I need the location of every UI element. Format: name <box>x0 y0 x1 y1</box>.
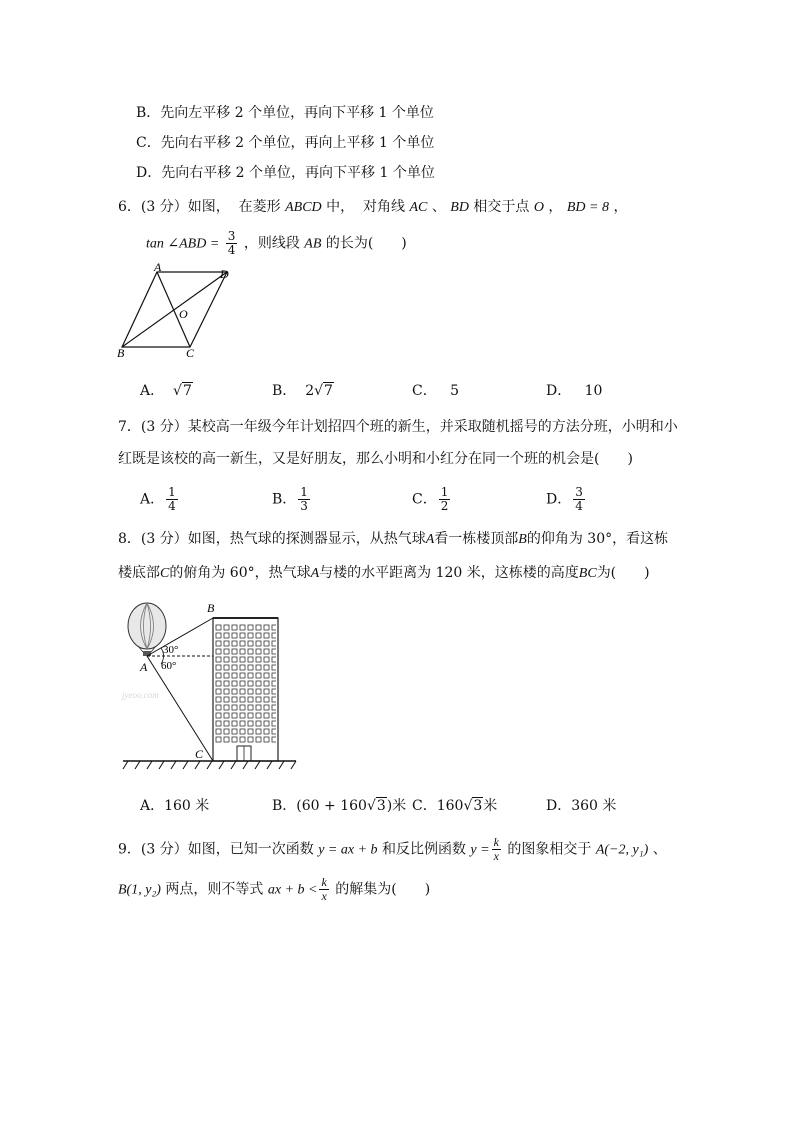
q6-stem-line2: tan ∠ABD = $\frac{3}{4}$ ，则线段 AB 的长为( ) <box>146 229 407 257</box>
q9-stem-line2: B(1, y₂) 两点，则不等式 ax + b < $\frac{k}{x}$ 的解集为( ) <box>118 875 431 903</box>
label-a: A <box>140 660 148 674</box>
q5-option-d: D．先向右平移 2 个单位，再向下平移 1 个单位 <box>136 165 435 181</box>
q7-stem-line1: 7．(3 分）某校高一年级今年计划招四个班的新生，并采取随机摇号的方法分班，小明和小 <box>118 419 678 435</box>
q6-fraction: $\frac{3}{4}$ <box>227 229 236 257</box>
label-c: C <box>195 747 204 761</box>
q8-option-d: D．360 米 <box>546 798 617 814</box>
rhombus-figure <box>112 262 242 362</box>
label-a: A <box>154 262 162 274</box>
label-c: C <box>186 346 195 360</box>
q6-option-a: A． √7 <box>140 383 192 399</box>
q9-stem-line1: 9．(3 分）如图，已知一次函数 y = ax + b 和反比例函数 y = $\frac{k}{x}$ 的图象相交于 A(−2, y₁) 、 <box>118 835 667 863</box>
q7-option-a: A． $\frac{1}{4}$ <box>140 485 176 513</box>
q6-stem-line1: 6．(3 分）如图， 在菱形 ABCD 中， 对角线 AC 、 BD 相交于点 O ， BD = 8 ， <box>118 199 628 215</box>
angle-60: 60° <box>161 660 177 672</box>
q7-option-d: D． $\frac{3}{4}$ <box>546 485 583 513</box>
label-d: D <box>220 267 229 281</box>
label-o: O <box>179 307 188 321</box>
q6-option-c: C． 5 <box>412 383 459 399</box>
sight-line-to-bottom <box>147 656 213 761</box>
q8-stem-line2: 楼底部C的俯角为 60°，热气球A与楼的水平距离为 120 米，这栋楼的高度BC为( ) <box>118 565 650 581</box>
q8-option-a: A．160 米 <box>140 798 210 814</box>
q8-option-b: B．(60 + 160√3)米 <box>272 798 407 814</box>
q8-stem-line1: 8．(3 分）如图，热气球的探测器显示，从热气球A看一栋楼顶部B的仰角为 30°，看这栋 <box>118 531 669 547</box>
q7-option-c: C． $\frac{1}{2}$ <box>412 485 449 513</box>
q8-option-c: C．160√3米 <box>412 798 498 814</box>
balloon-building-figure <box>118 598 303 776</box>
q6-option-b: B． 2√7 <box>272 383 333 399</box>
angle-30: 30° <box>163 644 179 656</box>
q7-stem-line2: 红既是该校的高一新生，又是好朋友，那么小明和小红分在同一个班的机会是( ) <box>118 451 633 467</box>
q5-option-b: B．先向左平移 2 个单位，再向下平移 1 个单位 <box>136 105 434 121</box>
label-b: B <box>117 346 125 360</box>
q5-option-c: C．先向右平移 2 个单位，再向上平移 1 个单位 <box>136 135 435 151</box>
building-windows <box>215 624 276 744</box>
label-b: B <box>207 601 215 615</box>
q7-option-b: B． $\frac{1}{3}$ <box>272 485 308 513</box>
q6-option-d: D． 10 <box>546 383 603 399</box>
watermark: jyeoo.com <box>122 690 159 700</box>
